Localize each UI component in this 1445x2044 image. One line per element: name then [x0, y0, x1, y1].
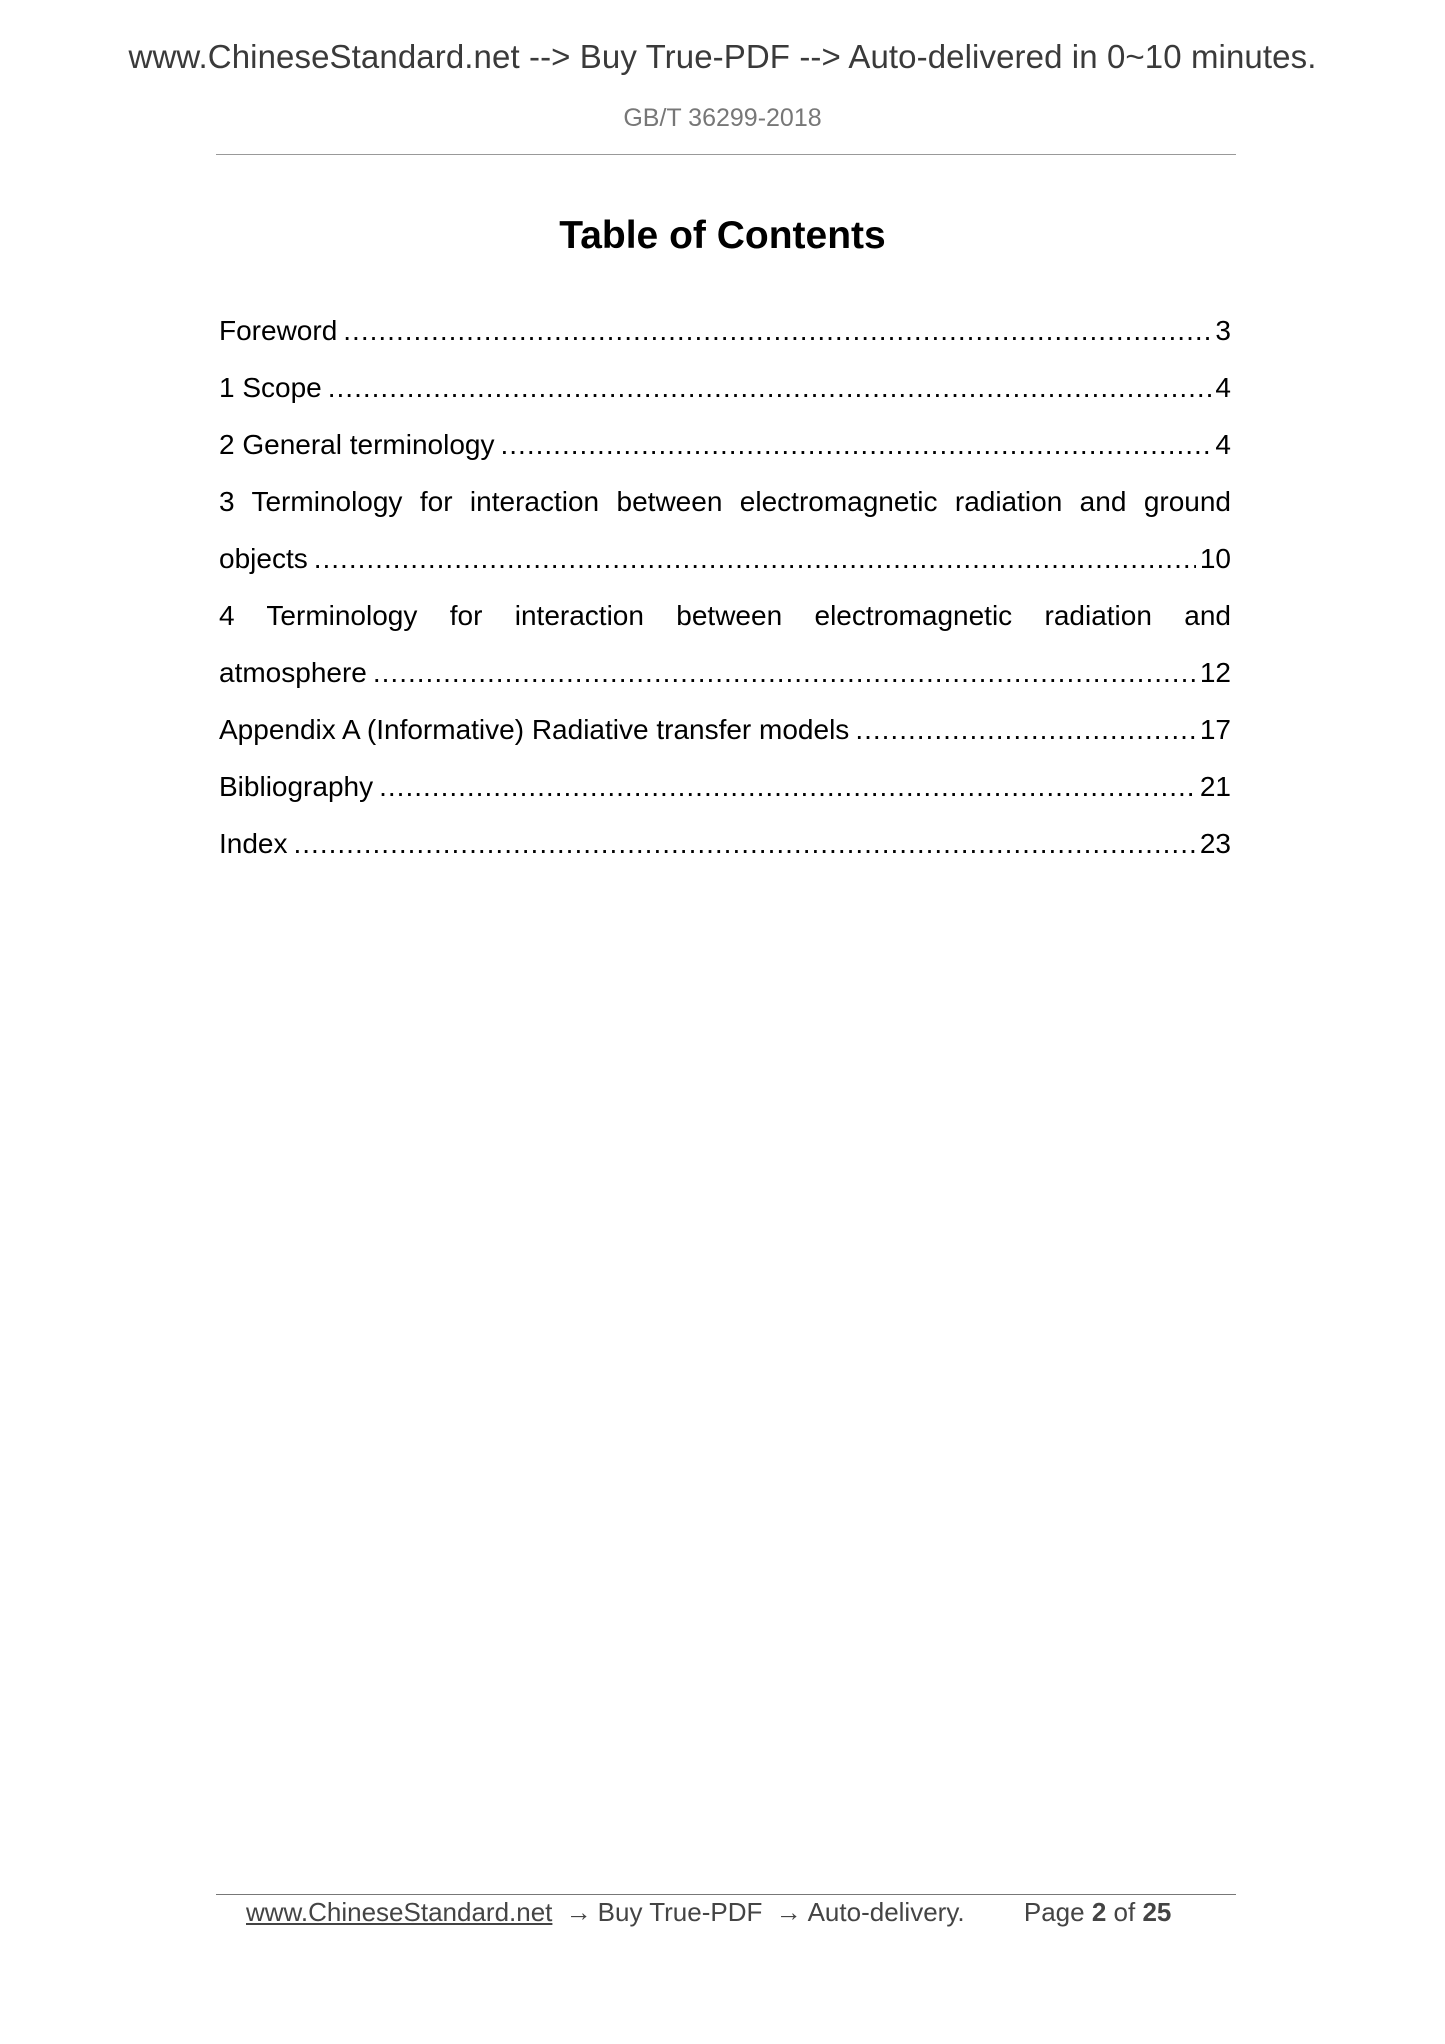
page-footer	[246, 1897, 1171, 1928]
footer-divider	[216, 1894, 1236, 1895]
table-of-contents	[219, 302, 1231, 872]
toc-entry-label: 2 General terminology	[219, 429, 495, 460]
arrow-right-icon: →	[565, 1897, 592, 1927]
toc-leader-dots	[379, 758, 1196, 815]
toc-entry-label-line1: 3 Terminology for interaction between electromagnetic radiation and ground	[219, 486, 1231, 517]
toc-entry-page: 4	[1215, 372, 1231, 403]
toc-entry-page: 10	[1199, 543, 1231, 574]
toc-entry-page: 23	[1199, 828, 1231, 859]
toc-leader-dots	[314, 530, 1196, 587]
toc-entry-index[interactable]	[219, 815, 1231, 872]
toc-entry-page: 4	[1215, 429, 1231, 460]
toc-entry-foreword[interactable]	[219, 302, 1231, 359]
top-banner: www.ChineseStandard.net --> Buy True-PDF --> Auto-delivered in 0~10 minutes.	[128, 38, 1317, 75]
toc-entry-label-line1: 4 Terminology for interaction between electromagnetic radiation and	[219, 600, 1231, 631]
toc-entry-bibliography[interactable]	[219, 758, 1231, 815]
toc-leader-dots	[500, 416, 1211, 473]
document-code: GB/T 36299-2018	[623, 104, 822, 132]
toc-entry-ground-objects[interactable]	[219, 473, 1231, 587]
toc-leader-dots	[294, 815, 1196, 872]
toc-entry-label: Bibliography	[219, 771, 374, 802]
total-pages: 25	[1142, 1897, 1172, 1927]
header-divider	[216, 154, 1236, 155]
toc-entry-atmosphere[interactable]	[219, 587, 1231, 701]
toc-entry-general-terminology[interactable]	[219, 416, 1231, 473]
toc-leader-dots	[343, 302, 1211, 359]
of-word: of	[1113, 1897, 1136, 1927]
toc-leader-dots	[328, 359, 1212, 416]
toc-entry-label: Foreword	[219, 315, 338, 346]
toc-entry-appendix-a[interactable]	[219, 701, 1231, 758]
page-number: 2	[1091, 1897, 1107, 1927]
toc-entry-label-line2: objects	[219, 543, 308, 574]
toc-leader-dots	[373, 644, 1196, 701]
page-indicator	[1024, 1897, 1172, 1927]
arrow-right-icon: →	[775, 1897, 802, 1927]
footer-delivery-text: Auto-delivery.	[807, 1897, 965, 1927]
footer-site-link[interactable]: www.ChineseStandard.net	[246, 1897, 553, 1927]
toc-entry-label: Index	[219, 828, 288, 859]
toc-entry-page: 17	[1199, 714, 1231, 745]
toc-entry-page: 12	[1199, 657, 1231, 688]
footer-buy-text: Buy True-PDF	[597, 1897, 763, 1927]
toc-entry-label: 1 Scope	[219, 372, 322, 403]
toc-entry-page: 21	[1199, 771, 1231, 802]
toc-entry-label: Appendix A (Informative) Radiative transfer models	[219, 714, 850, 745]
toc-entry-page: 3	[1215, 315, 1231, 346]
page-word: Page	[1023, 1897, 1085, 1927]
toc-title: Table of Contents	[559, 214, 886, 257]
toc-entry-label-line2: atmosphere	[219, 657, 367, 688]
toc-entry-scope[interactable]	[219, 359, 1231, 416]
toc-leader-dots	[855, 701, 1196, 758]
